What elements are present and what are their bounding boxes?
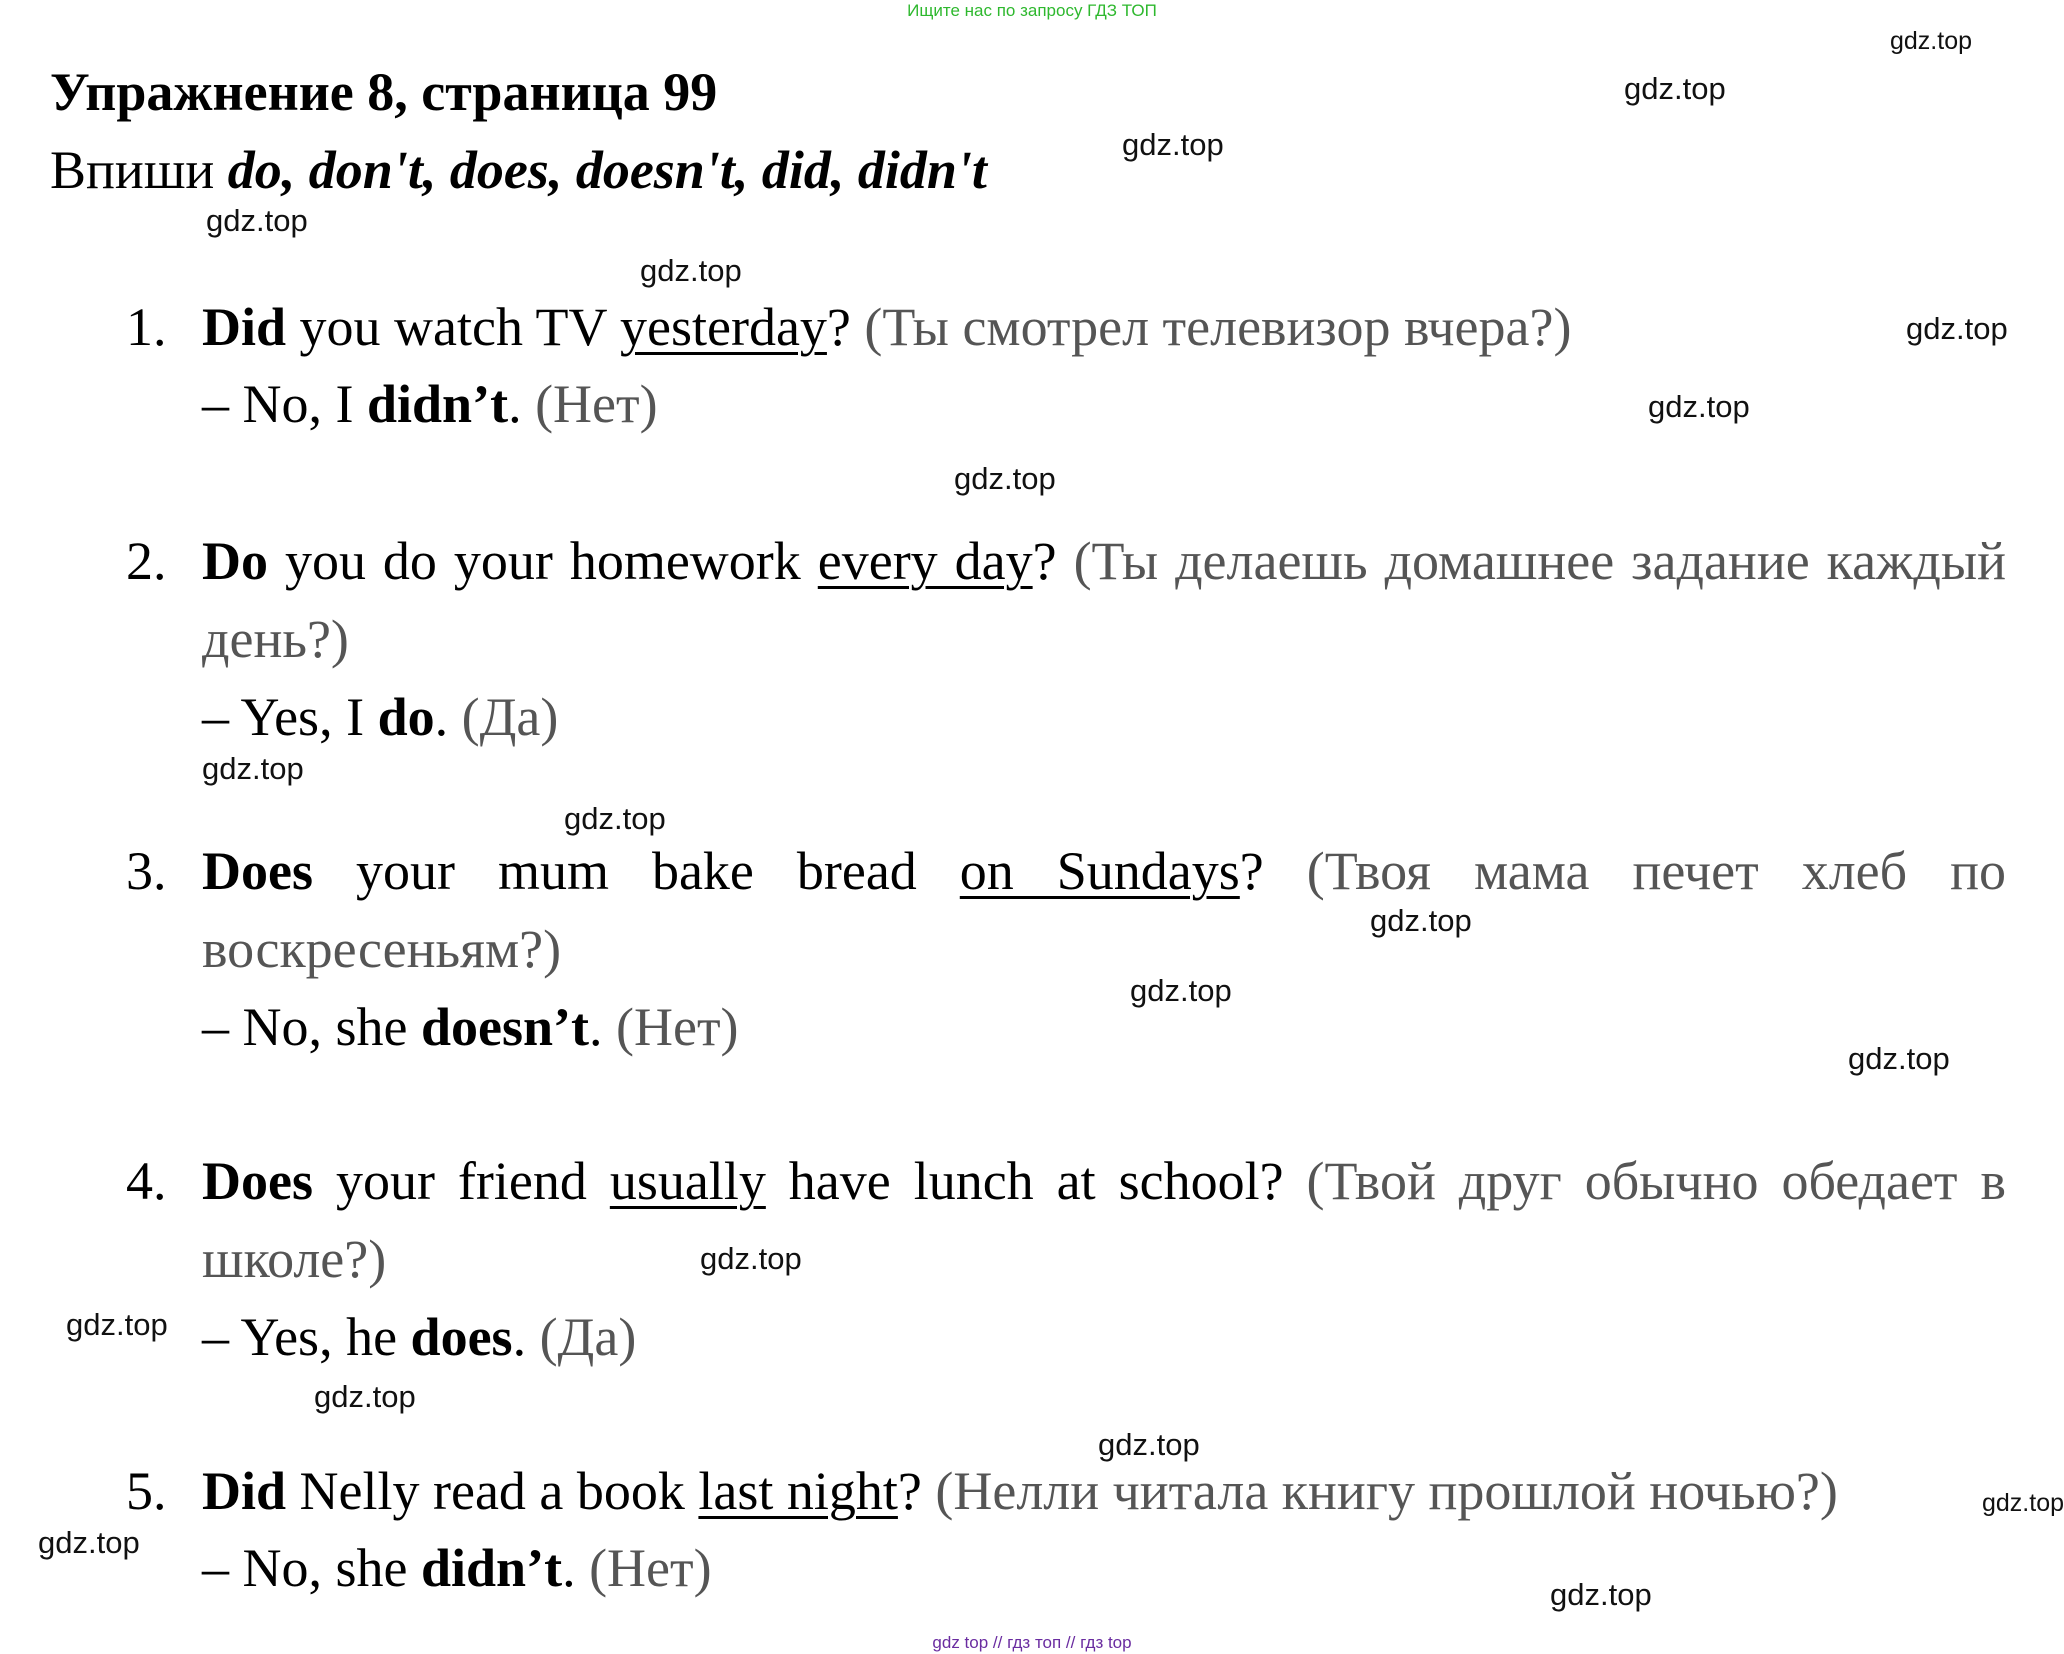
watermark: gdz.top — [314, 1379, 416, 1414]
question-text: ? — [897, 1461, 936, 1521]
question-text: you watch TV — [286, 297, 621, 357]
footer-watermark: gdz top // гдз топ // гдз top — [932, 1633, 1132, 1652]
question-text: have lunch at school? — [765, 1151, 1307, 1211]
watermark: gdz.top — [640, 253, 742, 288]
item-answer — [202, 1529, 712, 1607]
answer-word: do — [377, 687, 435, 747]
time-marker: last night — [698, 1461, 898, 1521]
answer-word: Does — [202, 1151, 313, 1211]
answer-word: Do — [202, 531, 268, 591]
answer-suffix: . — [434, 687, 462, 747]
task-forms: do, don't, does, doesn't, did, didn't — [227, 140, 987, 200]
watermark: gdz.top — [1550, 1577, 1652, 1612]
watermark: gdz.top — [1648, 389, 1750, 424]
watermark: gdz.top — [1848, 1041, 1950, 1076]
answer-prefix: – Yes, he — [202, 1307, 411, 1367]
item-number: 5. — [126, 1461, 167, 1521]
translation: (Нелли читала книгу прошлой ночью?) — [935, 1461, 1838, 1521]
answer-prefix: – Yes, I — [202, 687, 378, 747]
watermark: gdz.top — [1906, 311, 2008, 346]
answer-word: didn’t — [366, 374, 509, 434]
item-question — [202, 1452, 2006, 1530]
translation: (Твой друг обычно обедает в школе?) — [202, 1151, 2006, 1289]
question-text: ? — [1239, 841, 1307, 901]
top-banner: Ищите нас по запросу ГДЗ ТОП — [907, 1, 1157, 20]
item-question — [202, 522, 2006, 678]
question-text: ? — [826, 297, 865, 357]
task-instruction — [50, 138, 987, 202]
translation: (Нет) — [535, 374, 658, 434]
translation: (Нет) — [616, 997, 739, 1057]
watermark: gdz.top — [1098, 1427, 1200, 1462]
item-question — [202, 288, 2006, 366]
item-number: 2. — [126, 531, 167, 591]
task-prefix: Впиши — [50, 140, 228, 200]
watermark: gdz.top — [202, 751, 304, 786]
answer-word: didn’t — [420, 1538, 563, 1598]
translation: (Ты смотрел телевизор вчера?) — [864, 297, 1572, 357]
item-number: 1. — [126, 297, 167, 357]
watermark: gdz.top — [66, 1307, 168, 1342]
answer-suffix: . — [512, 1307, 540, 1367]
question-text: you do your homework — [268, 531, 818, 591]
page-title: Упражнение 8, страница 99 — [50, 62, 718, 122]
time-marker: yesterday — [620, 297, 827, 357]
item-number: 4. — [126, 1151, 167, 1211]
item-question — [202, 1142, 2006, 1298]
translation: (Да) — [539, 1307, 637, 1367]
watermark: gdz.top — [206, 203, 308, 238]
question-text: ? — [1032, 531, 1074, 591]
answer-word: does — [410, 1307, 513, 1367]
item-question — [202, 832, 2006, 988]
watermark: gdz.top — [1130, 973, 1232, 1008]
answer-suffix: . — [562, 1538, 590, 1598]
translation: (Ты делаешь домашнее задание каждый день?) — [202, 531, 2007, 669]
answer-suffix: . — [589, 997, 616, 1057]
answer-word: doesn’t — [420, 997, 589, 1057]
item-answer — [202, 365, 658, 443]
item-answer — [202, 1298, 636, 1376]
item-answer — [202, 678, 558, 756]
watermark: gdz.top — [954, 461, 1056, 496]
answer-prefix: – No, she — [202, 1538, 421, 1598]
answer-suffix: . — [508, 374, 536, 434]
question-text: your mum bake bread — [312, 841, 960, 901]
translation: (Да) — [461, 687, 559, 747]
answer-word: Does — [202, 841, 313, 901]
answer-word: Did — [202, 1461, 287, 1521]
item-answer — [202, 988, 739, 1066]
watermark: gdz.top — [1370, 903, 1472, 938]
translation: (Твоя мама печет хлеб по воскресеньям?) — [202, 841, 2007, 979]
question-text: Nelly read a book — [286, 1461, 699, 1521]
watermark: gdz.top — [700, 1241, 802, 1276]
answer-word: Did — [202, 297, 287, 357]
question-text: your friend — [312, 1151, 610, 1211]
time-marker: usually — [609, 1151, 766, 1211]
watermark: gdz.top — [1122, 127, 1224, 162]
time-marker: every day — [817, 531, 1033, 591]
translation: (Нет) — [589, 1538, 712, 1598]
watermark: gdz.top — [564, 801, 666, 836]
watermark: gdz.top — [1624, 71, 1726, 106]
watermark: gdz.top — [1982, 1489, 2064, 1517]
watermark: gdz.top — [38, 1525, 140, 1560]
item-number: 3. — [126, 841, 167, 901]
time-marker: on Sundays — [959, 841, 1240, 901]
answer-prefix: – No, she — [202, 997, 421, 1057]
answer-prefix: – No, I — [202, 374, 367, 434]
watermark: gdz.top — [1890, 27, 1973, 55]
